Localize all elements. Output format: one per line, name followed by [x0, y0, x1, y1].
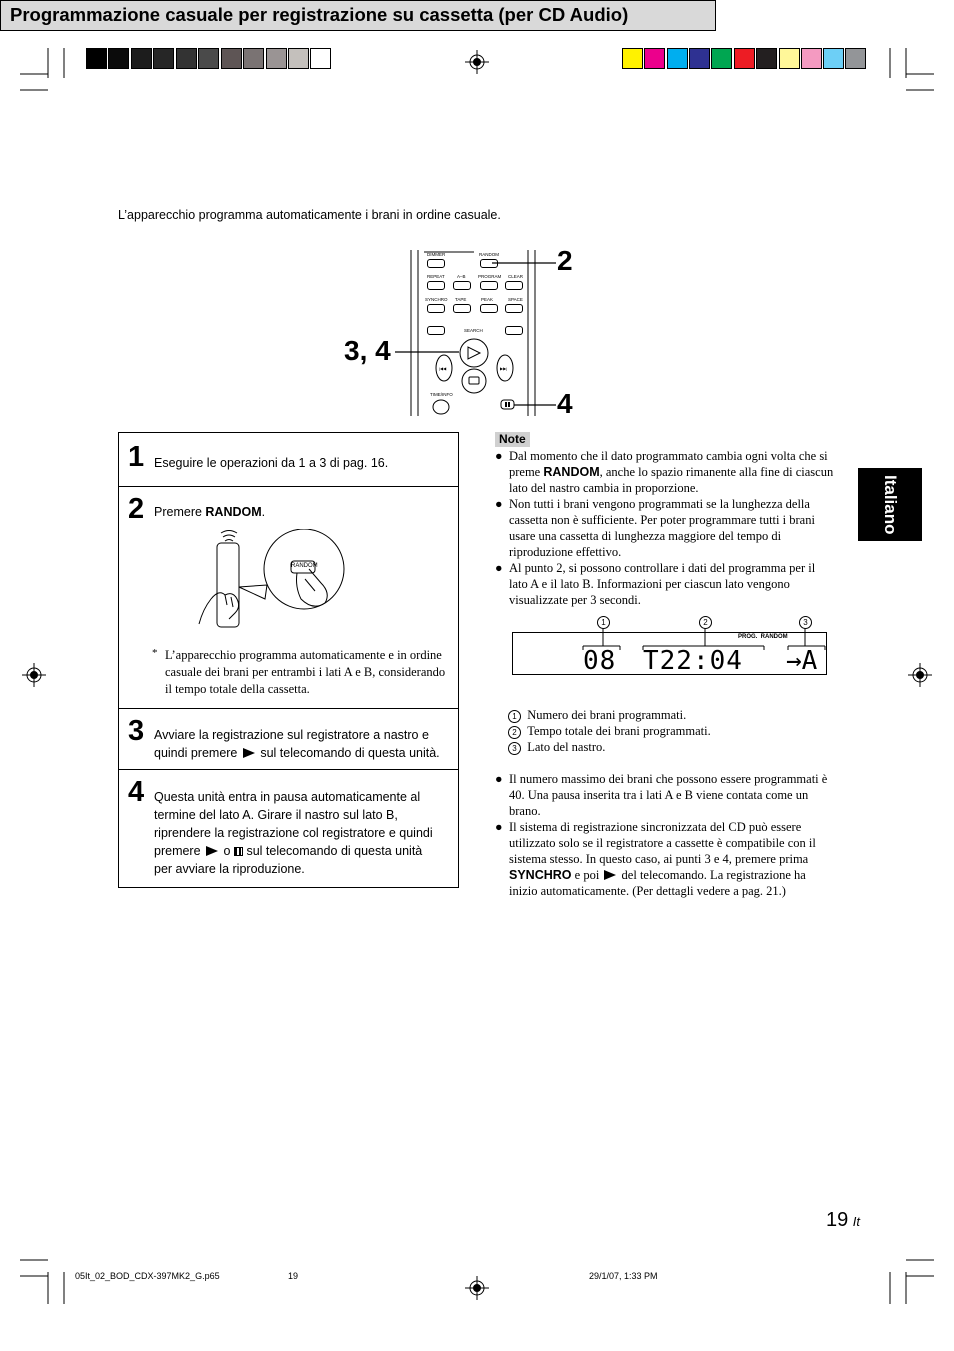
step-text: Eseguire le operazioni da 1 a 3 di pag. 16.: [154, 456, 389, 470]
program-label: PROGRAM: [478, 274, 502, 279]
legend-item: 1 Numero dei brani programmati.: [508, 707, 711, 723]
marker-3: 3: [799, 616, 812, 629]
note-5: ● Il sistema di registrazione sincronizzata del CD può essere utilizzato solo se il registratore a cassette è compatibile con il sistema stesso. In questo caso, ai punti 3 e 4, premere prima SYNCHRO e poi del telecomando. La registrazione ha inizio automaticamente. (Per dettagli vedere a pag. 21.): [495, 820, 816, 898]
step-number: 1: [128, 441, 145, 473]
step-text: Premere RANDOM.: [154, 505, 266, 519]
marker-2: 2: [699, 616, 712, 629]
svg-text:|◀◀: |◀◀: [439, 366, 447, 371]
search-back-button[interactable]: [427, 326, 445, 335]
peak-button[interactable]: [480, 304, 498, 313]
callout-4: 4: [557, 388, 573, 419]
display-total-time: T22:04: [643, 646, 743, 676]
search-forward-button[interactable]: [505, 326, 523, 335]
step-4: [118, 769, 459, 888]
display-legend: [508, 707, 711, 755]
display-track-count: 08: [583, 646, 617, 676]
svg-text:▶▶|: ▶▶|: [500, 366, 508, 371]
registration-mark-right: [908, 663, 932, 687]
play-icon: [604, 870, 616, 880]
footer-file: 05It_02_BOD_CDX-397MK2_G.p65: [75, 1271, 220, 1281]
search-label: SEARCH: [464, 328, 483, 333]
random-label: RANDOM: [479, 252, 499, 257]
tape-label: TAPE: [455, 297, 467, 302]
play-icon: [206, 846, 218, 856]
marker-1: 1: [597, 616, 610, 629]
language-tab-label: Italiano: [881, 474, 900, 535]
display-panel-figure: [510, 614, 830, 680]
timeinfo-label: TIME/INFO: [430, 392, 453, 397]
callout-2: 2: [557, 245, 573, 276]
page-number: 19 It: [826, 1209, 860, 1231]
random-illus-label: RANDOM: [291, 563, 318, 569]
step-number: 3: [128, 715, 145, 747]
footer-page: 19: [288, 1271, 299, 1281]
step-number: 2: [128, 493, 145, 525]
peak-label: PEAK: [481, 297, 494, 302]
repeat-button[interactable]: [427, 281, 445, 290]
space-label: SPACE: [508, 297, 523, 302]
play-icon: [243, 748, 255, 758]
ab-label: A–B: [457, 274, 466, 279]
note-3: ● Al punto 2, si possono controllare i dati del programma per il lato A e il lato B. Informazioni per ciascun lato vengono visualizzate per 3 secondi.: [495, 561, 816, 607]
hand-remote-illustration: [189, 529, 359, 639]
repeat-label: REPEAT: [427, 274, 445, 279]
step-3: [118, 708, 459, 770]
note-1: ● Dal momento che il dato programmato cambia ogni volta che si preme RANDOM, anche lo spazio rimanente alla fine di ciascun lato del nastro cambia in proporzione.: [495, 449, 834, 495]
step-text: Questa unità entra in pausa automaticamente al termine del lato A. Girare il nastro sul lato B, riprendere la registrazione col registratore e quindi premere o sul telecomando di questa unità per avviare la riproduzione.: [154, 790, 433, 876]
dimmer-label: DIMMER: [427, 252, 446, 257]
remote-illustration: [408, 250, 538, 416]
clear-button[interactable]: [505, 281, 523, 290]
synchro-label: SYNCHRO: [425, 297, 448, 302]
space-button[interactable]: [505, 304, 523, 313]
legend-item: 2 Tempo totale dei brani programmati.: [508, 723, 711, 739]
registration-mark-left: [22, 663, 46, 687]
note-2: ● Non tutti i brani vengono programmati se la lunghezza della cassetta non è sufficiente. Per poter programmare tutti i brani usare una cassetta di lunghezza maggiore del tempo di riproduzione effettivo.: [495, 497, 815, 559]
step-number: 4: [128, 776, 145, 808]
step-2-note: L’apparecchio programma automaticamente e in ordine casuale dei brani per entrambi i lati A e B, considerando il tempo totale della cassetta.: [165, 648, 446, 696]
clear-label: CLEAR: [508, 274, 524, 279]
section-title: Programmazione casuale per registrazione su cassetta (per CD Audio): [10, 4, 629, 25]
footer-date: 29/1/07, 1:33 PM: [589, 1271, 658, 1281]
note-heading: Note: [495, 432, 530, 447]
language-tab: [858, 468, 922, 541]
callout-3-4: 3, 4: [344, 335, 391, 366]
synchro-button[interactable]: [427, 304, 445, 313]
step-text: Avviare la registrazione sul registratore a nastro e quindi premere sul telecomando di questa unità.: [154, 728, 440, 760]
step-1: [118, 432, 459, 487]
ab-button[interactable]: [453, 281, 471, 290]
dimmer-button[interactable]: [427, 259, 445, 268]
asterisk: *: [152, 647, 158, 659]
display-tape-side: →A: [786, 646, 818, 676]
intro-text: L’apparecchio programma automaticamente i brani in ordine casuale.: [118, 208, 501, 222]
tape-button[interactable]: [453, 304, 471, 313]
legend-item: 3 Lato del nastro.: [508, 739, 711, 755]
registration-mark-bottom: [465, 1276, 489, 1300]
step-2: [118, 486, 459, 709]
program-button[interactable]: [480, 281, 498, 290]
random-button[interactable]: [480, 259, 498, 268]
note-4: ● Il numero massimo dei brani che possono essere programmati è 40. Una pausa inserita tra i lati A e B viene contata come un brano.: [495, 772, 828, 818]
registration-mark-top: [465, 50, 489, 74]
prog-random-indicator: PROG. RANDOM: [738, 634, 788, 640]
pause-icon: [234, 847, 243, 856]
